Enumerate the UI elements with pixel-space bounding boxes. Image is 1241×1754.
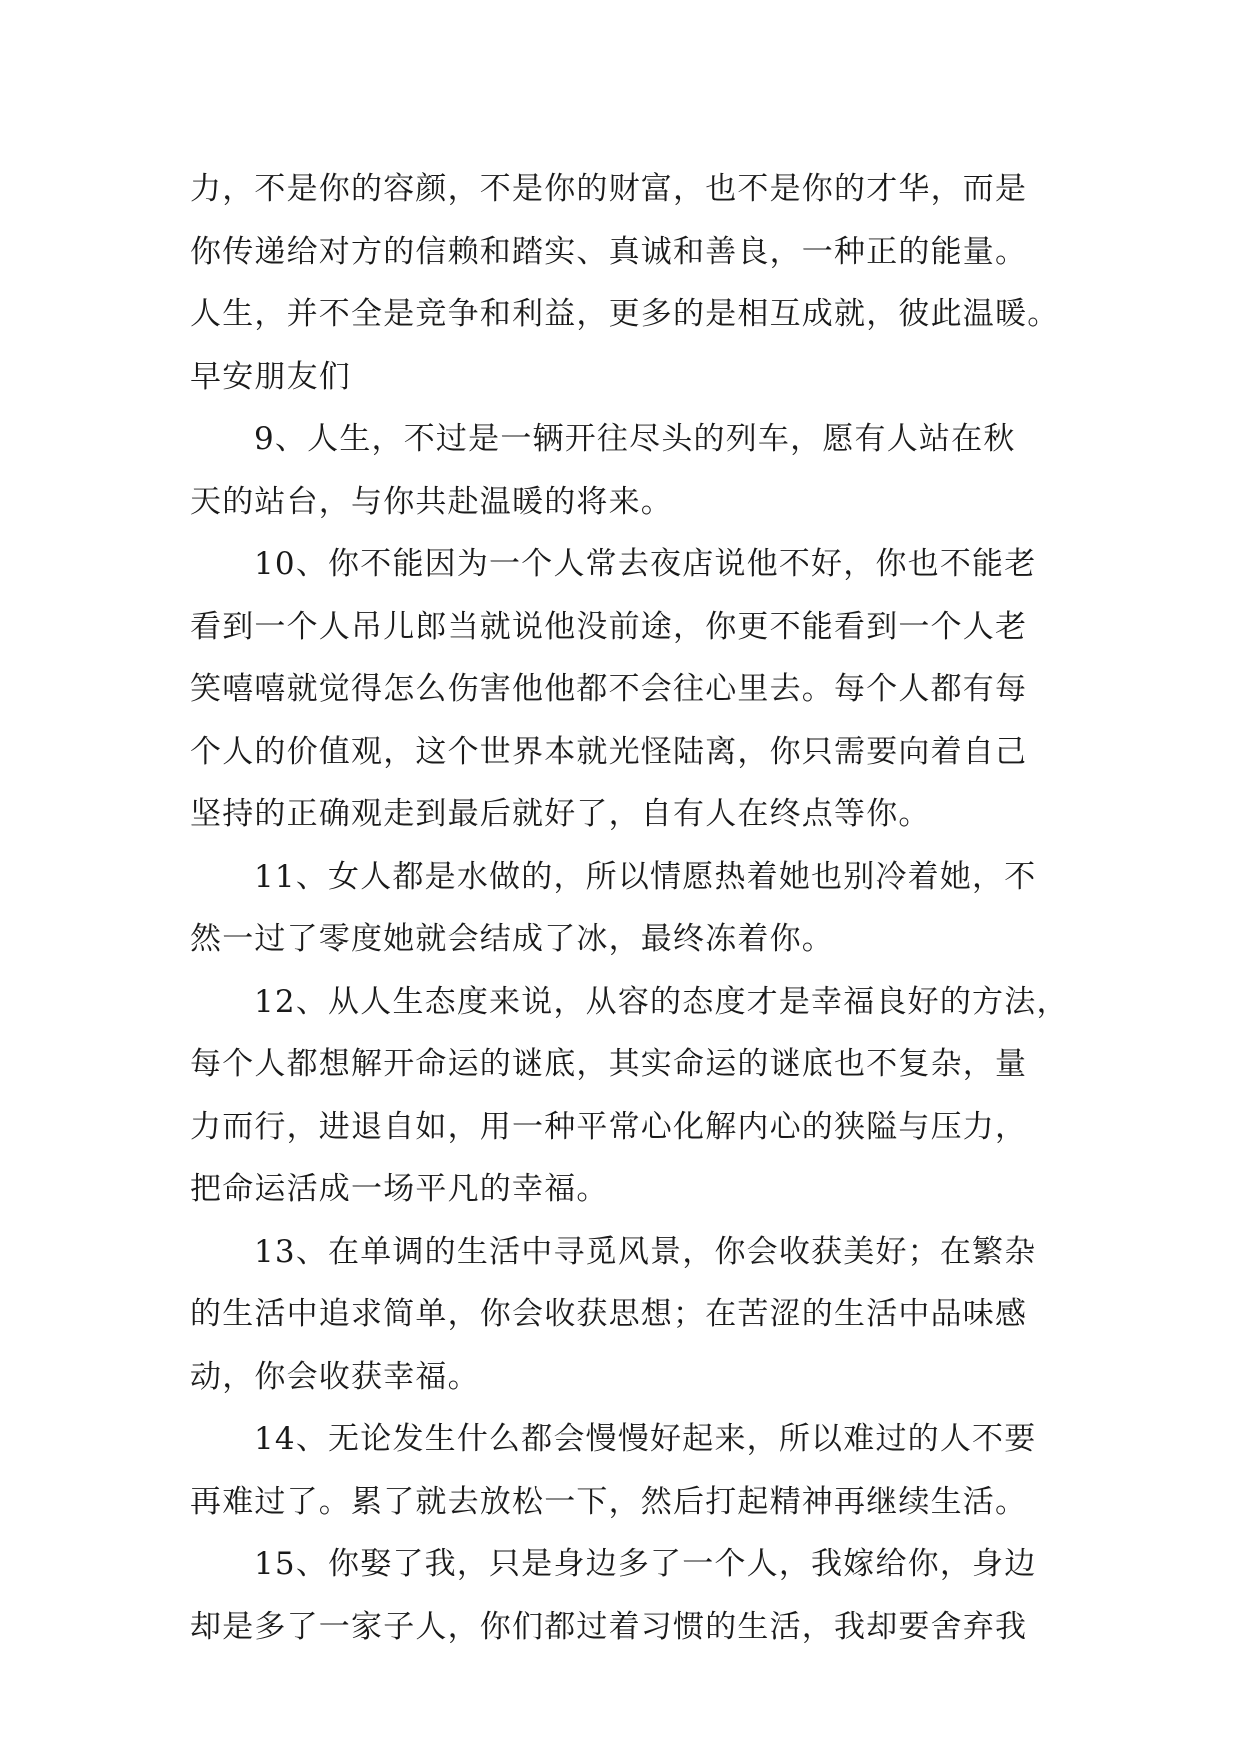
text-line: 看到一个人吊儿郎当就说他没前途，你更不能看到一个人老 <box>190 608 1028 645</box>
text-line: 你传递给对方的信赖和踏实、真诚和善良，一种正的能量。 <box>190 233 1028 270</box>
text-line: 每个人都想解开命运的谜底，其实命运的谜底也不复杂，量 <box>190 1046 1028 1082</box>
text-line: 早安朋友们 <box>190 358 351 395</box>
paragraph-start-line: 15、你娶了我，只是身边多了一个人，我嫁给你，身边 <box>254 1546 1037 1582</box>
text-line: 坚持的正确观走到最后就好了，自有人在终点等你。 <box>190 796 931 832</box>
paragraph-start-line: 13、在单调的生活中寻觅风景，你会收获美好；在繁杂 <box>254 1233 1037 1270</box>
text-line: 动，你会收获幸福。 <box>190 1358 480 1395</box>
text-line: 却是多了一家子人，你们都过着习惯的生活，我却要舍弃我 <box>190 1608 1028 1645</box>
text-line: 力，不是你的容颜，不是你的财富，也不是你的才华，而是 <box>190 171 1028 207</box>
text-line: 天的站台，与你共赴温暖的将来。 <box>190 483 673 520</box>
text-line: 把命运活成一场平凡的幸福。 <box>190 1171 609 1207</box>
text-line: 再难过了。累了就去放松一下，然后打起精神再继续生活。 <box>190 1483 1028 1520</box>
text-line: 笑嘻嘻就觉得怎么伤害他他都不会往心里去。每个人都有每 <box>190 671 1028 707</box>
text-line: 个人的价值观，这个世界本就光怪陆离，你只需要向着自己 <box>190 733 1028 770</box>
paragraph-start-line: 11、女人都是水做的，所以情愿热着她也别冷着她，不 <box>254 858 1037 895</box>
paragraph-start-line: 9、人生，不过是一辆开往尽头的列车，愿有人站在秋 <box>254 421 1016 457</box>
text-line: 力而行，进退自如，用一种平常心化解内心的狭隘与压力， <box>190 1108 1028 1145</box>
paragraph-start-line: 14、无论发生什么都会慢慢好起来，所以难过的人不要 <box>254 1421 1037 1457</box>
text-line: 人生，并不全是竞争和利益，更多的是相互成就，彼此温暖。 <box>190 296 1060 332</box>
paragraph-start-line: 12、从人生态度来说，从容的态度才是幸福良好的方法， <box>254 983 1069 1020</box>
document-body <box>190 158 1069 1658</box>
paragraph-start-line: 10、你不能因为一个人常去夜店说他不好，你也不能老 <box>254 546 1037 582</box>
text-line: 的生活中追求简单，你会收获思想；在苦涩的生活中品味感 <box>190 1296 1028 1332</box>
text-line: 然一过了零度她就会结成了冰，最终冻着你。 <box>190 921 834 957</box>
